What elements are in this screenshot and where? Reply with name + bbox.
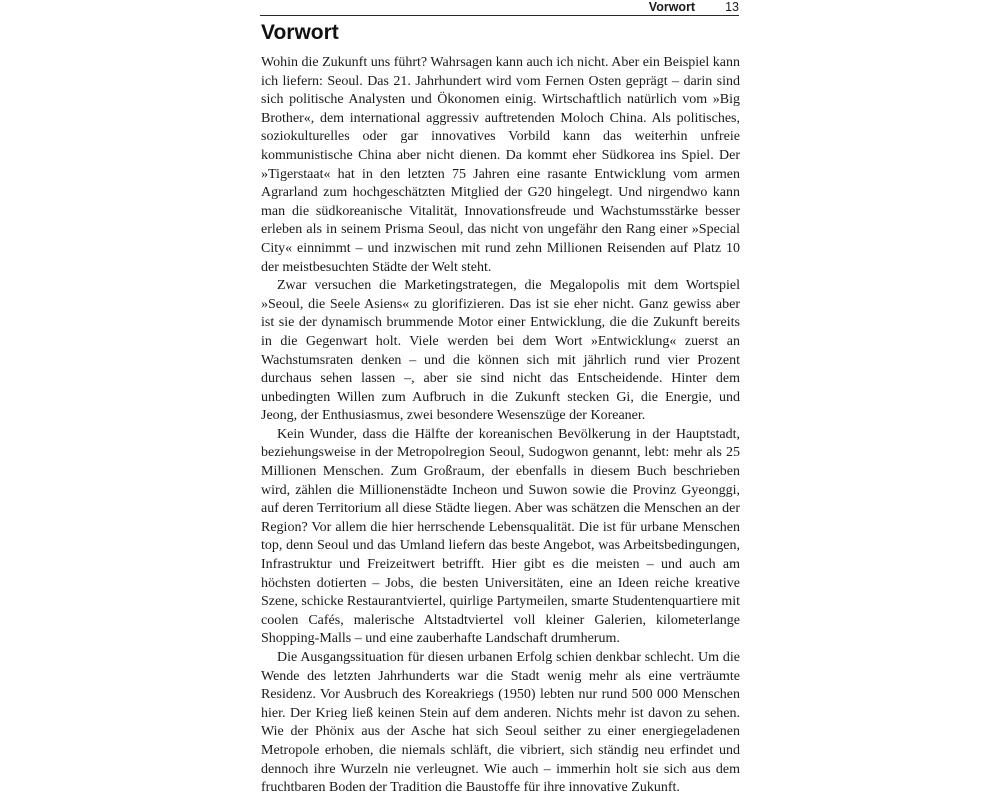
body-text — [261, 54, 740, 798]
paragraph: Wohin die Zukunft uns führt? Wahrsagen kann auch ich nicht. Aber ein Beispiel kann ich liefern: Seoul. Das 21. Jahrhundert wird vom Fernen Osten geprägt – darin sind sich politische Analysten und Ökonomen einig. Wirtschaftlich natürlich vom »Big Brother«, dem international aggressiv auftretenden Moloch China. Als politisches, soziokulturelles oder gar innovatives Vorbild kann das weiterhin unfreie kommunistische China aber nicht dienen. Da kommt eher Südkorea ins Spiel. Der »Tigerstaat« hat in den letzten 75 Jahren eine rasante Entwicklung vom armen Agrarland zum hochgeschätzten Mitglied der G20 hingelegt. Und nirgendwo kann man die südkoreanische Vitalität, Innovationsfreude und Wachstumsstärke besser erleben als in seinem Prisma Seoul, das nicht von ungefähr den Rang einer »Special City« einnimmt – und inzwischen mit rund zehn Millionen Reisenden auf Platz 10 der meistbesuchten Städte der Welt steht. — [261, 55, 740, 275]
chapter-title: Vorwort — [261, 21, 339, 44]
paragraph: Kein Wunder, dass die Hälfte der koreanischen Bevölkerung in der Hauptstadt, beziehungsweise in der Metropolregion Seoul, Sudogwon genannt, lebt: mehr als 25 Millionen Menschen. Zum Großraum, der ebenfalls in diesem Buch beschrieben wird, zählen die Millionenstädte Incheon und Suwon sowie die Provinz Gyeonggi, auf deren Territorium all diese Städte liegen. Aber was schätzen die Menschen an der Region? Vor allem die hier herrschende Lebensqualität. Die ist für urbane Menschen top, denn Seoul und das Umland liefern das beste Angebot, was Arbeitsbedingungen, Infrastruktur und Freizeitwert betrifft. Hier gibt es die meisten – und auch am höchsten dotierten – Jobs, die besten Universitäten, eine an Ideen reiche kreative Szene, schicke Restaurantviertel, quirlige Partymeilen, smarte Studentenquartiere mit coolen Cafés, malerische Altstadtviertel voll kleiner Galerien, kilometerlange Shopping-Malls – und eine zauberhafte Landschaft drumherum. — [261, 426, 740, 647]
paragraph: Die Ausgangssituation für diesen urbanen Erfolg schien denkbar schlecht. Um die Wende des letzten Jahrhunderts war die Stadt wenig mehr als eine verträumte Residenz. Vor Ausbruch des Koreakriegs (1950) lebten nur rund 500 000 Menschen hier. Der Krieg ließ keinen Stein auf dem anderen. Nichts mehr ist davon zu sehen. Wie der Phönix aus der Asche hat sich Seoul seither zu einer energiegeladenen Metropole erhoben, die niemals schläft, die vibriert, sich ständig neu erfindet und dennoch ihre Wurzeln nie verleugnet. Wie auch – immerhin holt sie sich aus dem fruchtbaren Boden der Tradition die Baustoffe für ihre innovative Zukunft. — [261, 650, 740, 796]
running-header-section: Vorwort — [648, 0, 696, 14]
running-header — [260, 0, 739, 14]
paragraph: Zwar versuchen die Marketingstrategen, die Megalopolis mit dem Wortspiel »Seoul, die Seele Asiens« zu glorifizieren. Das ist sie eher nicht. Ganz gewiss aber ist sie der dynamisch brummende Motor einer Entwicklung, die die Zukunft bereits in die Gegenwart holt. Viele werden bei dem Wort »Entwicklung« zuerst an Wachstumsraten denken – und die können sich mit jährlich rund vier Prozent durchaus sehen lassen –, aber sie sind nicht das Entscheidende. Hinter dem unbedingten Willen zum Aufbruch in die Zukunft stecken Gi, die Energie, und Jeong, der Enthusiasmus, zwei besondere Wesenszüge der Koreaner. — [261, 278, 740, 424]
page-number: 13 — [725, 0, 739, 14]
header-rule — [260, 15, 739, 16]
